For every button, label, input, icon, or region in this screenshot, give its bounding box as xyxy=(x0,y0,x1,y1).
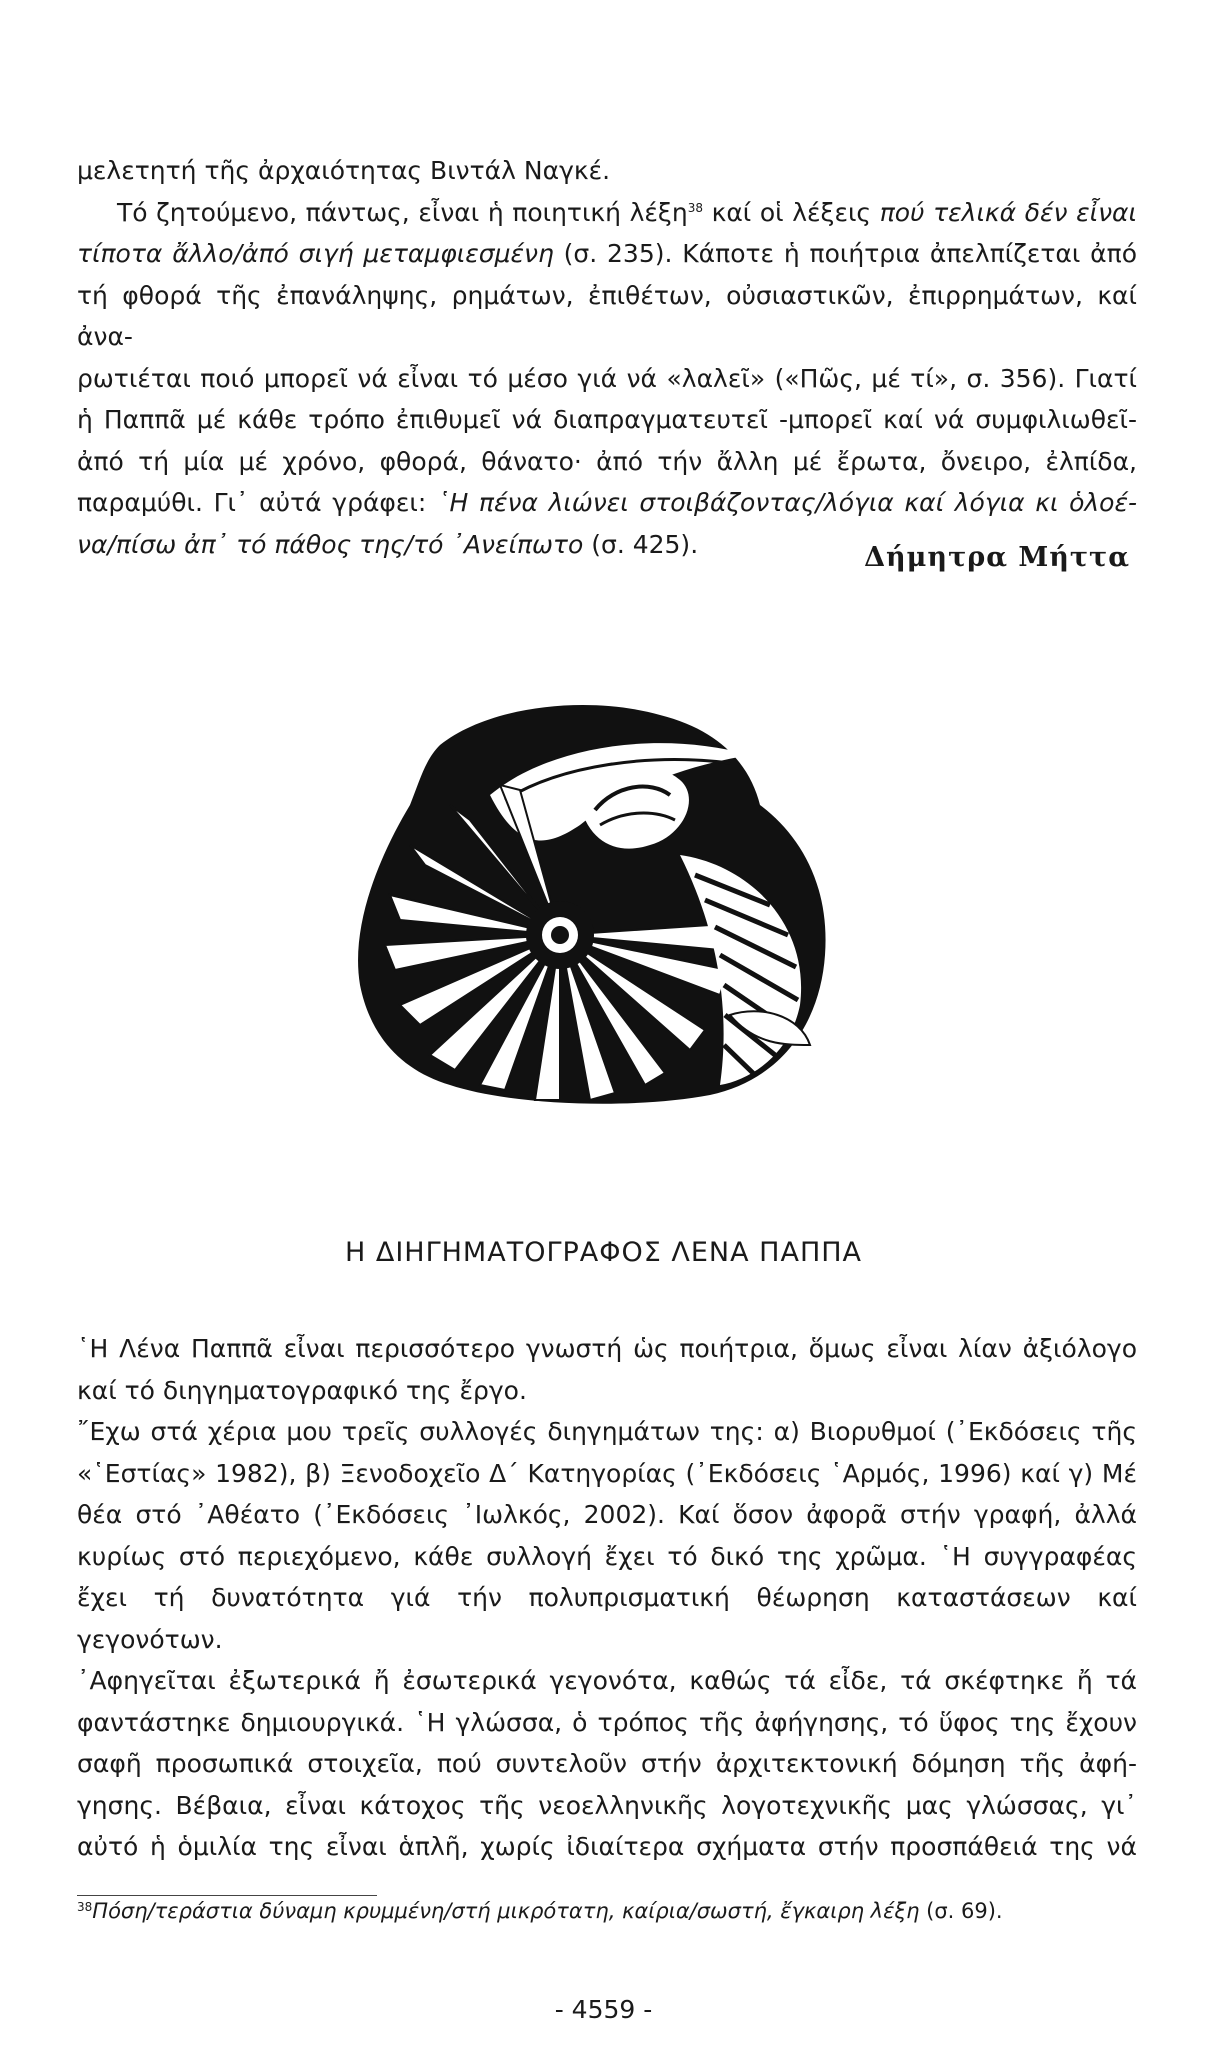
paragraph-line: «῾Εστίας» 1982), β) Ξενοδοχεῖο Δ΄ Κατηγορίας (᾽Εκδόσεις ῾Αρμός, 1996) καί γ) Μέ xyxy=(77,1458,1137,1488)
paragraph-line: ἔχει τή δυνατότητα γιά τήν πολυπρισματική θέωρηση καταστάσεων καί γεγονότων. xyxy=(77,1583,1137,1654)
paragraph-line: ρωτιέται ποιό μπορεῖ νά εἶναι τό μέσο γιά νά «λαλεῖ» («Πῶς, μέ τί», σ. 356). Γιατί xyxy=(77,363,1137,393)
footnote-ref: 38 xyxy=(687,200,703,215)
flower-woodcut-illustration xyxy=(330,685,850,1105)
paragraph-line: ῎Εχω στά χέρια μου τρεῖς συλλογές διηγημάτων της: α) Βιορυθμοί (᾽Εκδόσεις τῆς xyxy=(77,1417,1137,1446)
page-number: - 4559 - xyxy=(554,1995,653,2024)
top-text-block xyxy=(77,150,1137,565)
paragraph-line: ᾽Αφηγεῖται ἐξωτερικά ἤ ἐσωτερικά γεγονότα, καθώς τά εἶδε, τά σκέφτηκε ἤ τά xyxy=(77,1666,1137,1695)
paragraph-line: σαφῆ προσωπικά στοιχεῖα, πού συντελοῦν στήν ἀρχιτεκτονική δόμηση τῆς ἀφή- xyxy=(77,1749,1137,1778)
paragraph-line: καί τό διηγηματογραφικό της ἔργο. xyxy=(77,1375,527,1405)
paragraph-line: κυρίως στό περιεχόμενο, κάθε συλλογή ἔχει τό δικό της χρῶμα. ῾Η συγγραφέας xyxy=(77,1541,1137,1571)
paragraph-line: θέα στό ᾽Αθέατο (᾽Εκδόσεις ᾽Ιωλκός, 2002). Καί ὅσον ἀφορᾶ στήν γραφή, ἀλλά xyxy=(77,1500,1137,1529)
paragraph-line: ἀπό τή μία μέ χρόνο, φθορά, θάνατο· ἀπό τήν ἄλλη μέ ἔρωτα, ὄνειρο, ἐλπίδα, xyxy=(77,446,1137,476)
paragraph-line: τίποτα ἄλλο/ἀπό σιγή μεταμφιεσμένη (σ. 235). Κάποτε ἡ ποιήτρια ἀπελπίζεται ἀπό xyxy=(77,239,1137,268)
paragraph-line: ἡ Παππᾶ μέ κάθε τρόπο ἐπιθυμεῖ νά διαπραγματευτεῖ -μπορεῖ καί νά συμφιλιωθεῖ- xyxy=(77,405,1137,434)
paragraph-line: να/πίσω ἀπ᾽ τό πάθος της/τό ᾽Ανείπωτο (σ. 425). xyxy=(77,529,699,559)
paragraph-line: γησης. Βέβαια, εἶναι κάτοχος τῆς νεοελληνικῆς λογοτεχνικῆς μας γλώσσας, γι᾽ xyxy=(77,1790,1137,1820)
footnote-number: 38 xyxy=(77,1900,93,1914)
author-signature: Δήμητρα Μήττα xyxy=(864,542,1130,573)
bottom-text-block xyxy=(77,1328,1137,1868)
paragraph-line: τή φθορά τῆς ἐπανάληψης, ρημάτων, ἐπιθέτων, οὐσιαστικῶν, ἐπιρρημάτων, καί ἀνα- xyxy=(77,280,1137,351)
paragraph-line: παραμύθι. Γι᾽ αὐτά γράφει: ῾Η πένα λιώνει στοιβάζοντας/λόγια καί λόγια κι ὁλοέ- xyxy=(77,488,1137,517)
paragraph-line: μελετητή τῆς ἀρχαιότητας Βιντάλ Ναγκέ. xyxy=(77,156,611,185)
paragraph-line: αὐτό ἡ ὁμιλία της εἶναι ἁπλῆ, χωρίς ἰδιαίτερα σχήματα στήν προσπάθειά της νά xyxy=(77,1832,1137,1861)
footnote: $^{38}$Πόση/τεράστια δύναμη κρυμμένη/στή μικρότατη, καίρια/σωστή, ἔγκαιρη λέξη (σ. 69). xyxy=(77,1899,1003,1923)
paragraph-line: Τό ζητούμενο, πάντως, εἶναι ἡ ποιητική λέξη$^{38}$ καί οἱ λέξεις πού τελικά δέν εἶναι xyxy=(117,197,1137,227)
footnote-divider xyxy=(77,1895,377,1896)
paragraph-line: ῾Η Λένα Παππᾶ εἶναι περισσότερο γνωστή ὡς ποιήτρια, ὅμως εἶναι λίαν ἀξιόλογο xyxy=(77,1334,1137,1363)
paragraph-line: φαντάστηκε δημιουργικά. ῾Η γλώσσα, ὁ τρόπος τῆς ἀφήγησης, τό ὕφος της ἔχουν xyxy=(77,1707,1137,1737)
section-heading: Η ΔΙΗΓΗΜΑΤΟΓΡΑΦΟΣ ΛΕΝΑ ΠΑΠΠΑ xyxy=(344,1237,863,1268)
